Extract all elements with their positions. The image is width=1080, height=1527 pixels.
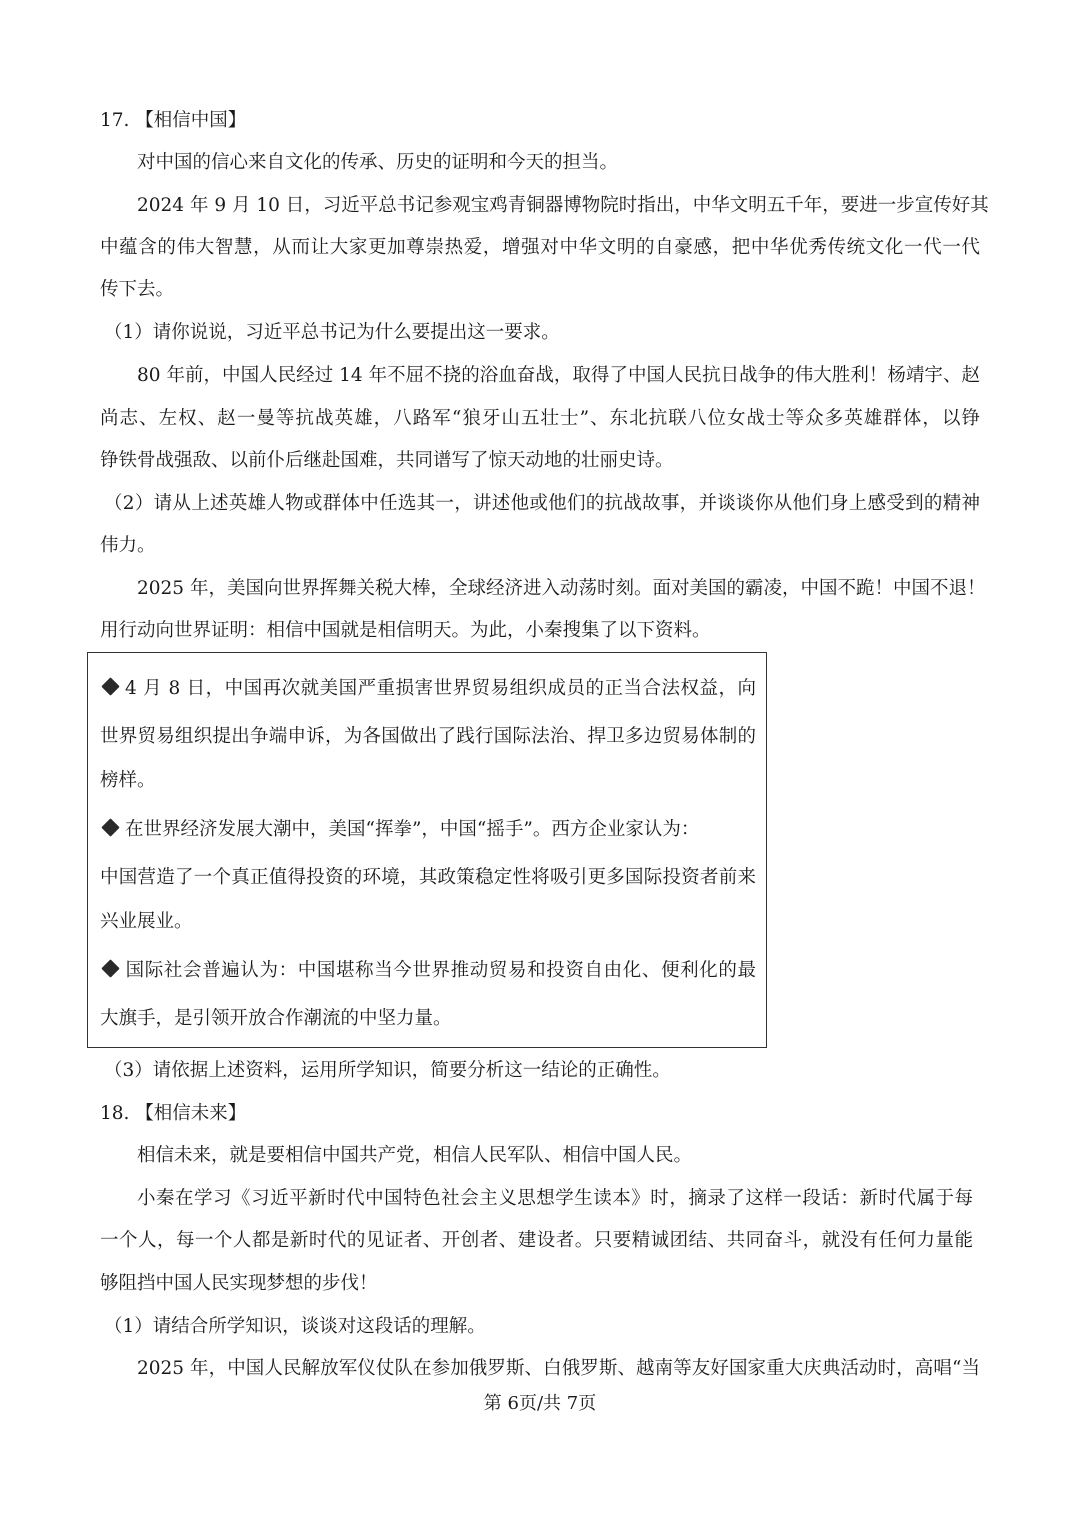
q17-heading: 17. 【相信中国】 [100, 110, 247, 131]
q17-sub-question-3: （3）请依据上述资料，运用所学知识，简要分析这一结论的正确性。 [104, 1060, 671, 1081]
material-box [87, 652, 767, 1048]
q18-intro: 相信未来，就是要相信中国共产党，相信人民军队、相信中国人民。 [137, 1145, 693, 1166]
q17-para2-line1: 80 年前，中国人民经过 14 年不屈不挠的浴血奋战，取得了中国人民抗日战争的伟大胜利！杨靖宇、赵 [137, 365, 980, 386]
q17-intro: 对中国的信心来自文化的传承、历史的证明和今天的担当。 [137, 152, 619, 173]
material-item-2-line1: 在世界经济发展大潮中，美国“挥拳”，中国“摇手”。西方企业家认为： [100, 817, 699, 843]
q17-sub-question-1: （1）请你说说，习近平总书记为什么要提出这一要求。 [104, 322, 560, 343]
q17-sub-question-2-line2: 伟力。 [100, 535, 156, 556]
q17-para2-line3: 铮铁骨战强敌、以前仆后继赴国难，共同谱写了惊天动地的壮丽史诗。 [100, 450, 674, 471]
q17-para3-line2: 用行动向世界证明：相信中国就是相信明天。为此，小秦搜集了以下资料。 [100, 620, 711, 641]
q17-sub-question-2-line1: （2）请从上述英雄人物或群体中任选其一，讲述他或他们的抗战故事，并谈谈你从他们身上感受到的精神 [104, 493, 980, 514]
q17-para3-line1: 2025 年，美国向世界挥舞关税大棒，全球经济进入动荡时刻。面对美国的霸凌，中国不跪！中国不退！ [137, 578, 986, 599]
q18-para1-line3: 够阻挡中国人民实现梦想的步伐！ [100, 1273, 378, 1294]
diamond-bullet-icon [101, 959, 119, 977]
q17-para1-line1: 2024 年 9 月 10 日，习近平总书记参观宝鸡青铜器博物院时指出，中华文明五千年，要进一步宣传好其 [137, 195, 989, 216]
material-item-2-line3: 兴业展业。 [100, 911, 193, 932]
q18-sub-question-1: （1）请结合所学知识，谈谈对这段话的理解。 [104, 1316, 486, 1337]
material-item-3-line2: 大旗手，是引领开放合作潮流的中坚力量。 [100, 1008, 452, 1029]
material-item-3-line1: 国际社会普遍认为：中国堪称当今世界推动贸易和投资自由化、便利化的最 [100, 958, 756, 984]
q17-para2-line2: 尚志、左权、赵一曼等抗战英雄，八路军“狼牙山五壮士”、东北抗联八位女战士等众多英雄群体，以铮 [100, 408, 980, 429]
q17-para1-line3: 传下去。 [100, 279, 175, 300]
material-item-1-line2: 世界贸易组织提出争端申诉，为各国做出了践行国际法治、捍卫多边贸易体制的 [100, 726, 756, 747]
q18-heading: 18. 【相信未来】 [100, 1103, 247, 1124]
material-item-1-line3: 榜样。 [100, 770, 156, 791]
material-item-2-line2: 中国营造了一个真正值得投资的环境，其政策稳定性将吸引更多国际投资者前来 [100, 867, 756, 888]
page-footer: 第 6页/共 7页 [483, 1393, 597, 1414]
diamond-bullet-icon [101, 677, 119, 695]
diamond-bullet-icon [101, 818, 119, 836]
q17-para1-line2: 中蕴含的伟大智慧，从而让大家更加尊崇热爱，增强对中华文明的自豪感，把中华优秀传统文化一代一代 [100, 237, 980, 258]
material-item-1-line1: 4 月 8 日，中国再次就美国严重损害世界贸易组织成员的正当合法权益，向 [100, 676, 756, 702]
q18-para1-line2: 一个人，每一个人都是新时代的见证者、开创者、建设者。只要精诚团结、共同奋斗，就没有任何力量能 [100, 1230, 973, 1251]
q18-para2-line1: 2025 年，中国人民解放军仪仗队在参加俄罗斯、白俄罗斯、越南等友好国家重大庆典活动时，高唱“当 [137, 1358, 980, 1379]
q18-para1-line1: 小秦在学习《习近平新时代中国特色社会主义思想学生读本》时，摘录了这样一段话：新时代属于每 [137, 1188, 973, 1209]
